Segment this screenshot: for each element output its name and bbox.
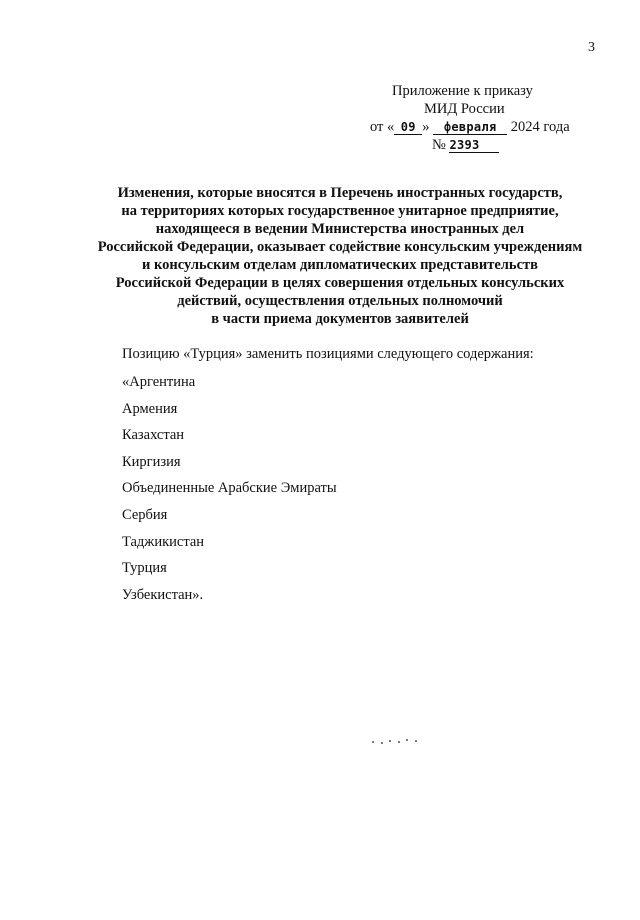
appendix-block: [340, 82, 590, 154]
title-line: и консульским отделам дипломатических представительств: [142, 257, 538, 273]
appendix-line-1: Приложение к приказу: [392, 83, 533, 99]
list-item: Сербия: [122, 506, 168, 523]
date-mid: »: [422, 119, 430, 135]
date-prefix: от «: [370, 119, 395, 135]
title-line: находящееся в ведении Министерства иностранных дел: [155, 221, 525, 237]
title-line: Изменения, которые вносятся в Перечень иностранных государств,: [117, 185, 563, 201]
list-item: Армения: [122, 400, 178, 417]
country-list: [122, 372, 337, 611]
title-line: действий, осуществления отдельных полномочий: [177, 293, 503, 309]
list-item: Узбекистан».: [122, 586, 204, 603]
title-line: в части приема документов заявителей: [211, 311, 469, 327]
scan-artifact: [372, 738, 420, 744]
list-item: Таджикистан: [122, 533, 205, 550]
date-day: 09: [394, 120, 422, 135]
intro-paragraph: Позицию «Турция» заменить позициями следующего содержания:: [122, 346, 534, 362]
title-line: Российской Федерации, оказывает содействие консульским учреждениям: [97, 239, 583, 255]
appendix-line-2: МИД России: [424, 101, 505, 117]
list-item: «Аргентина: [122, 374, 196, 390]
page-number: 3: [588, 40, 595, 55]
appendix-number-line: [340, 136, 590, 154]
list-item: Объединенные Арабские Эмираты: [122, 480, 337, 497]
document-title: [80, 184, 600, 328]
title-line: на территориях которых государственное унитарное предприятие,: [121, 203, 559, 219]
title-line: Российской Федерации в целях совершения отдельных консульских: [115, 275, 565, 291]
list-item: Казахстан: [122, 427, 185, 444]
list-item: Турция: [122, 560, 167, 577]
order-number: 2393: [449, 138, 499, 153]
list-item: Киргизия: [122, 453, 181, 470]
date-suffix: 2024 года: [510, 119, 570, 135]
number-prefix: №: [432, 137, 446, 153]
date-month: февраля: [433, 120, 507, 135]
appendix-date-line: [340, 118, 590, 136]
